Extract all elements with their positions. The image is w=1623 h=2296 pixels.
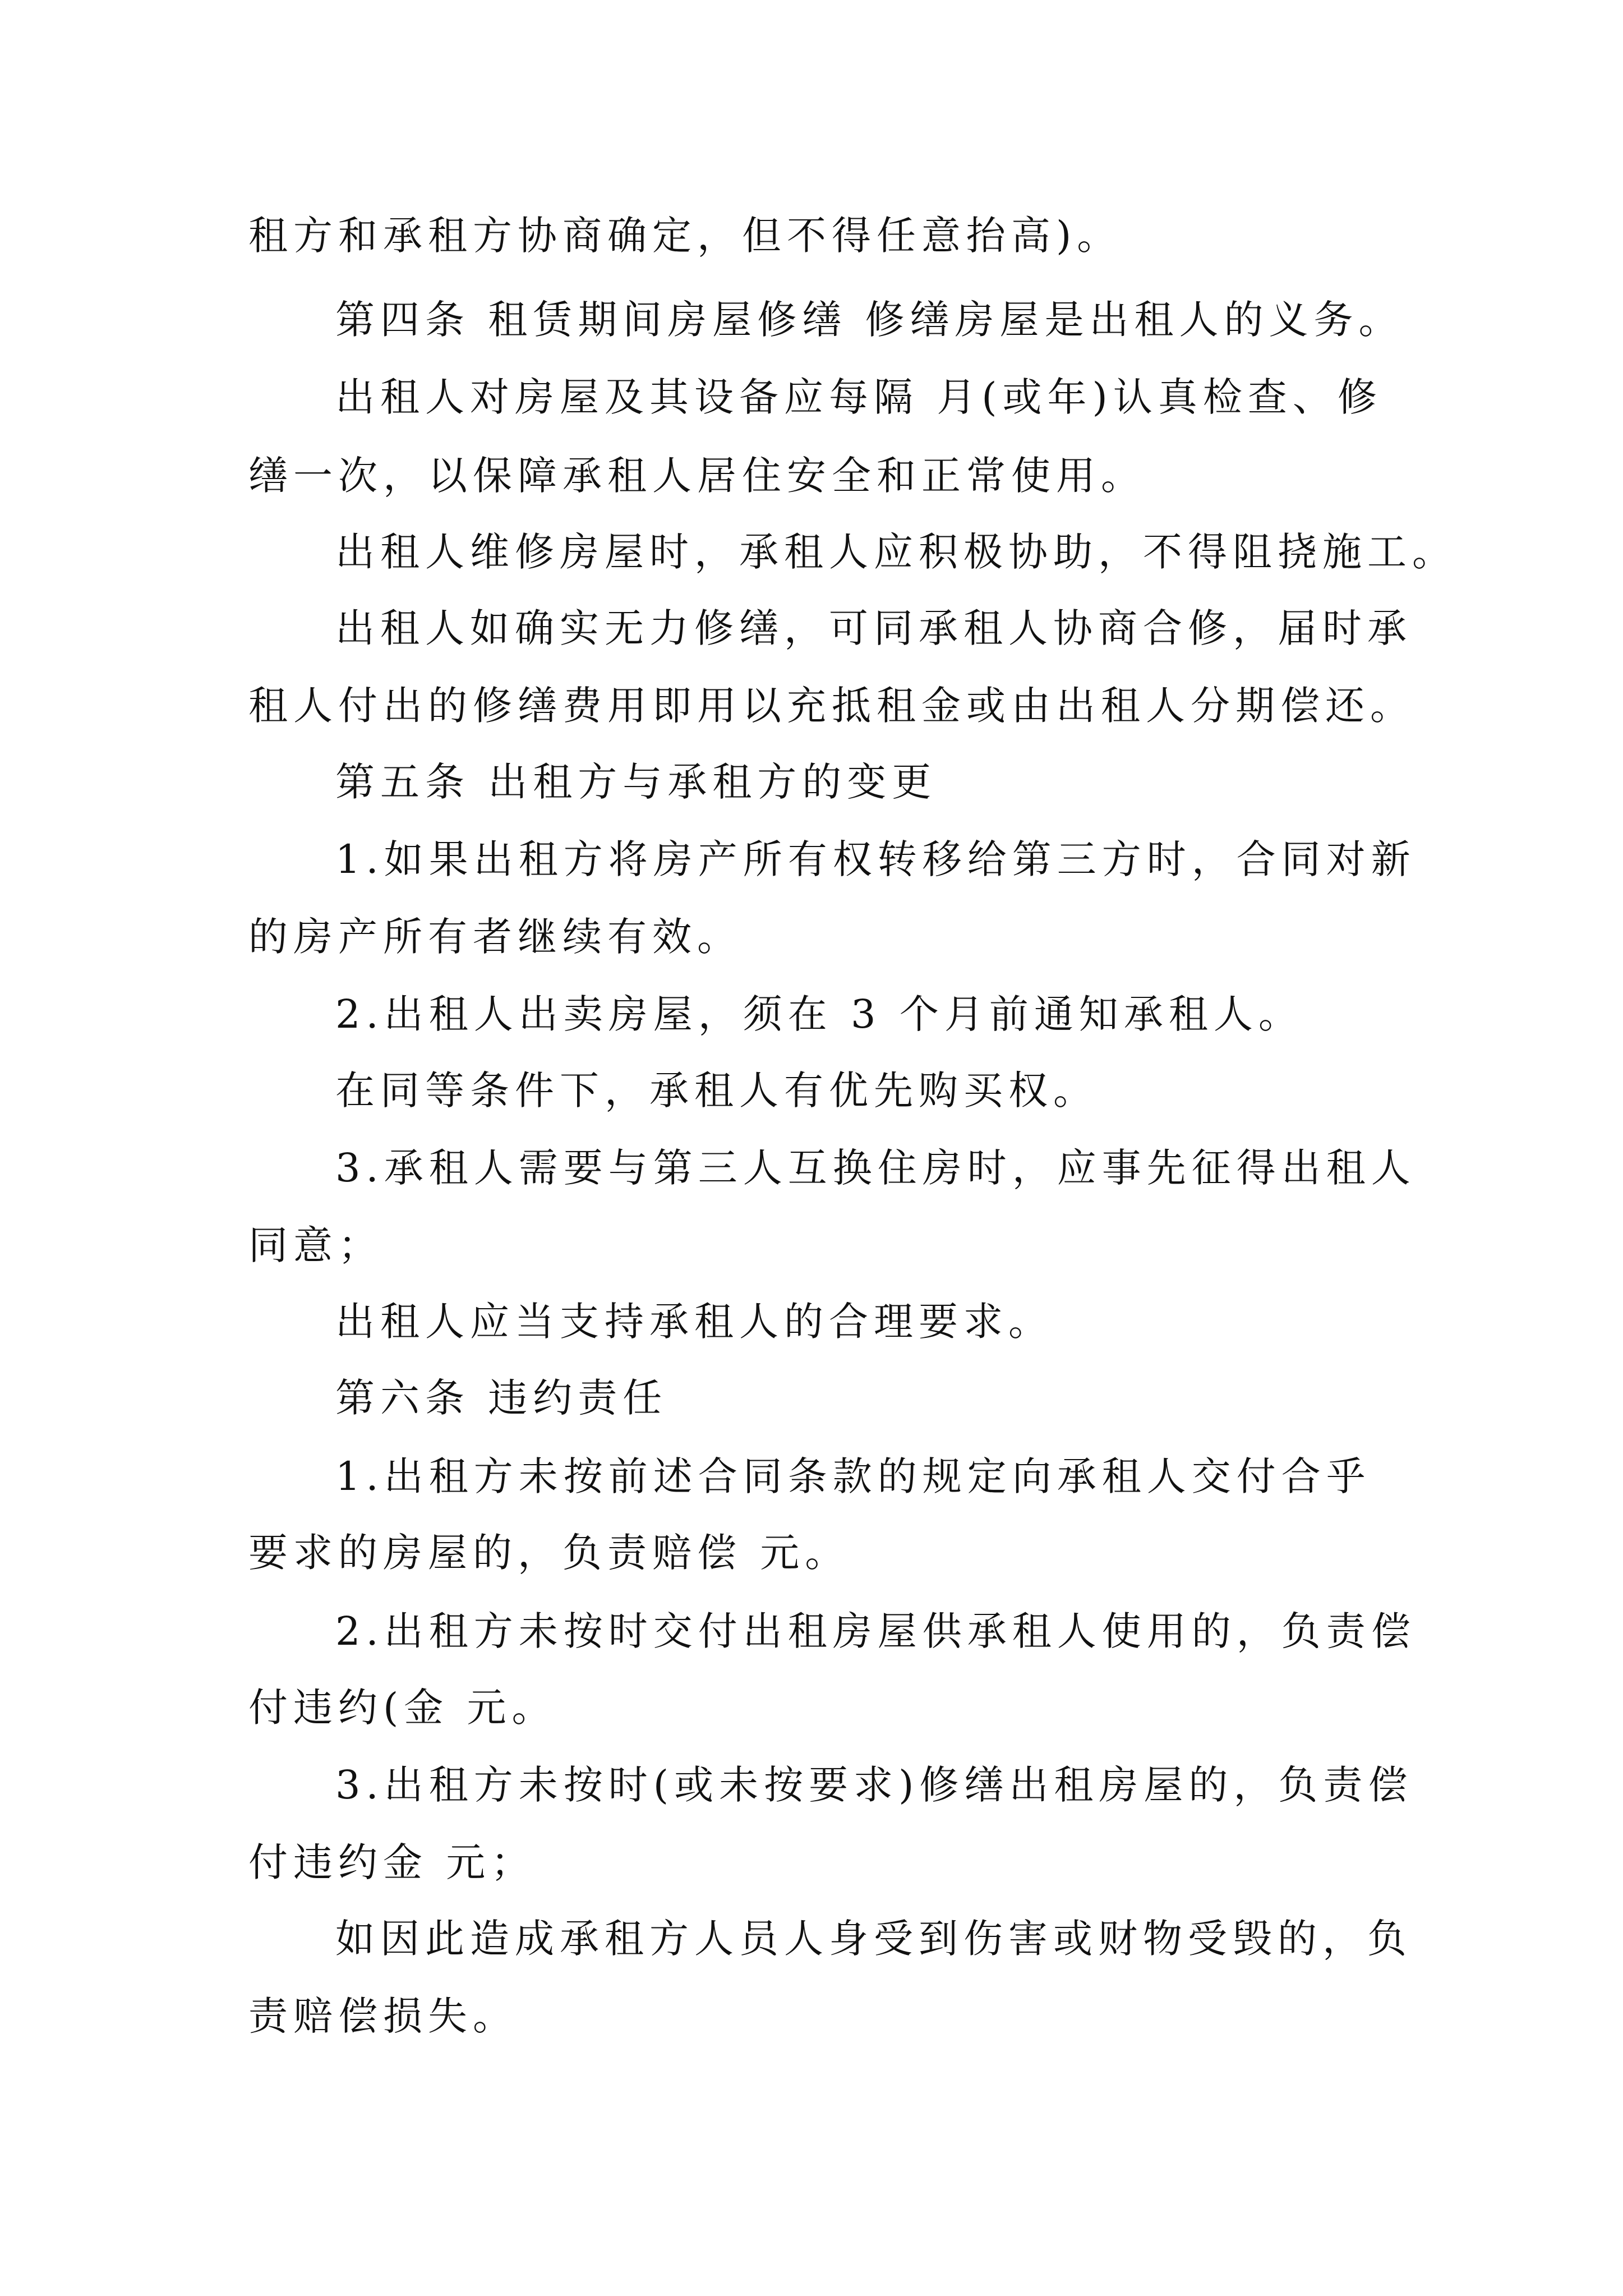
text-line: 付违约(金 元。	[248, 1685, 557, 1731]
text-line: 1.出租方未按前述合同条款的规定向承租人交付合乎	[335, 1453, 1371, 1499]
text-line: 的房产所有者继续有效。	[248, 914, 742, 960]
text-line: 付违约金 元；	[248, 1839, 536, 1885]
text-line: 如因此造成承租方人员人身受到伤害或财物受毁的，负	[335, 1916, 1412, 1962]
text-line: 出租人对房屋及其设备应每隔 月(或年)认真检查、修	[335, 374, 1382, 420]
text-line: 1.如果出租方将房产所有权转移给第三方时，合同对新	[335, 836, 1416, 882]
text-line: 租方和承租方协商确定，但不得任意抬高)。	[248, 213, 1122, 259]
text-line: 3.承租人需要与第三人互换住房时，应事先征得出租人	[335, 1145, 1416, 1191]
text-line: 租人付出的修缮费用即用以充抵租金或由出租人分期偿还。	[248, 683, 1415, 729]
text-line: 出租人维修房屋时，承租人应积极协助，不得阻挠施工。	[335, 529, 1457, 575]
text-line: 同意；	[248, 1222, 383, 1268]
text-line: 责赔偿损失。	[248, 1993, 518, 2039]
text-line: 出租人如确实无力修缮，可同承租人协商合修，届时承	[335, 605, 1412, 651]
text-line: 第六条 违约责任	[335, 1375, 668, 1421]
text-line: 3.出租方未按时(或未按要求)修缮出租房屋的，负责偿	[335, 1762, 1413, 1808]
text-line: 缮一次，以保障承租人居住安全和正常使用。	[248, 453, 1146, 499]
text-line: 在同等条件下，承租人有优先购买权。	[335, 1068, 1098, 1114]
text-line: 2.出租人出卖房屋，须在 3 个月前通知承租人。	[335, 991, 1303, 1037]
text-line: 2.出租方未按时交付出租房屋供承租人使用的，负责偿	[335, 1608, 1416, 1654]
text-line: 要求的房屋的，负责赔偿 元。	[248, 1530, 850, 1576]
text-line: 出租人应当支持承租人的合理要求。	[335, 1299, 1053, 1345]
text-line: 第四条 租赁期间房屋修缮 修缮房屋是出租人的义务。	[335, 297, 1404, 343]
text-line: 第五条 出租方与承租方的变更	[335, 759, 937, 805]
